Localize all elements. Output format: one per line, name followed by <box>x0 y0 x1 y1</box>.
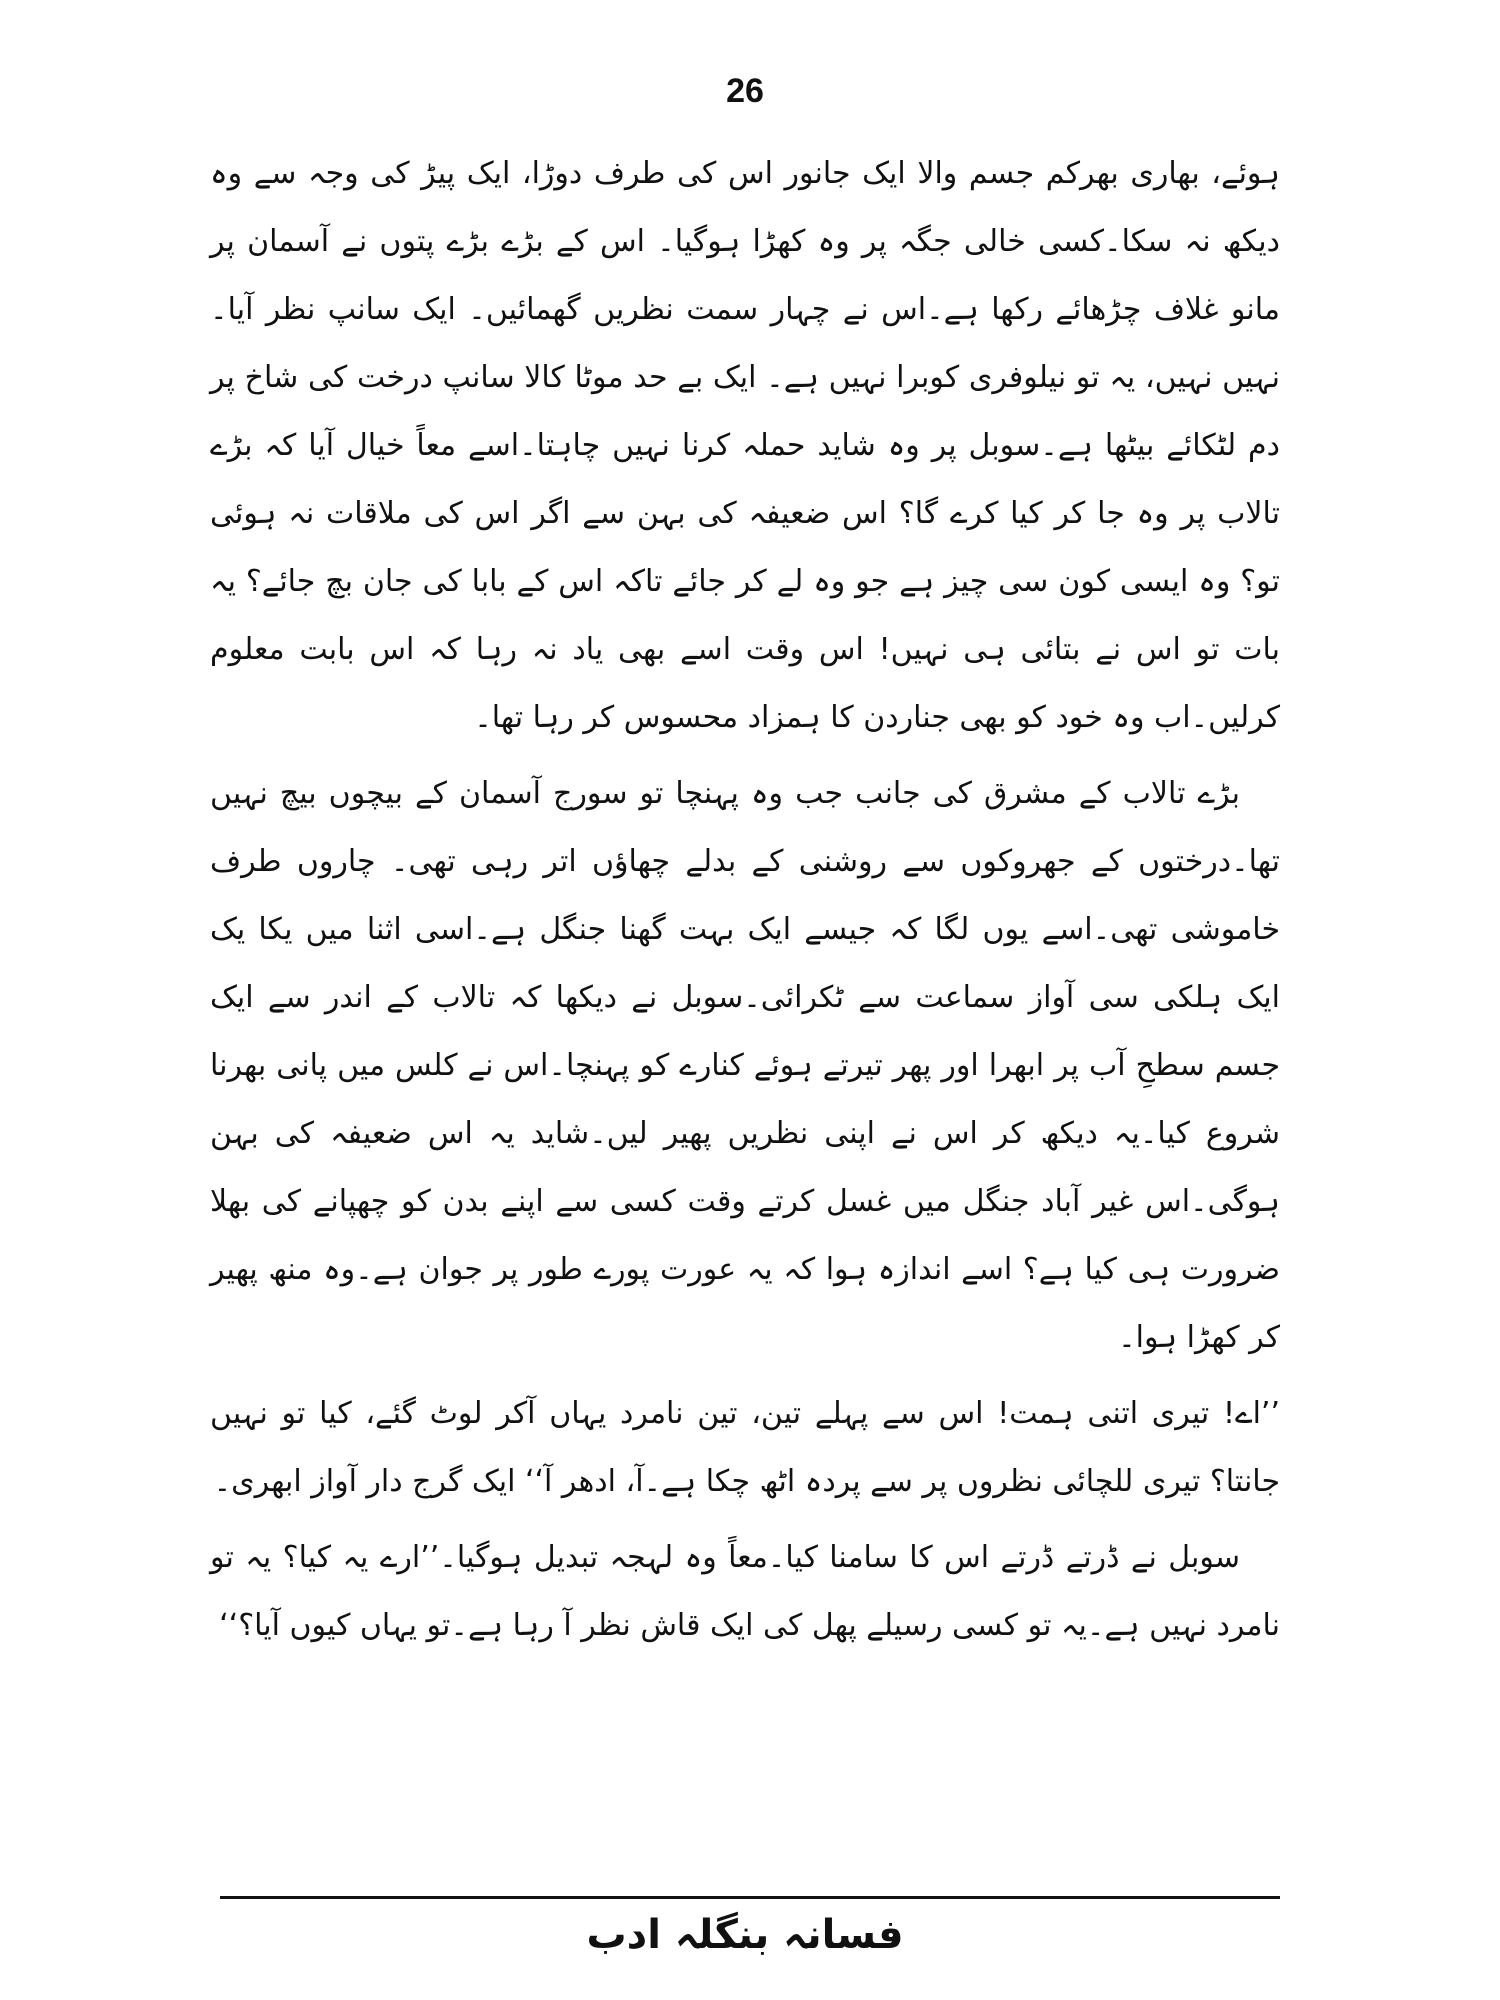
paragraph-3: ’’اے! تیری اتنی ہمت! اس سے پہلے تین، تین نامرد یہاں آکر لوٹ گئے، کیا تو نہیں جانتا؟ تیری للچائی نظروں پر سے پردہ اٹھ چکا ہے۔آ، ادھر آ‘‘ ایک گرج دار آواز ابھری۔ <box>210 1396 1280 1499</box>
paragraph-2: بڑے تالاب کے مشرق کی جانب جب وہ پہنچا تو سورج آسمان کے بیچوں بیچ نہیں تھا۔درختوں کے جھروکوں سے روشنی کے بدلے چھاؤں اتر رہی تھی۔ چاروں طرف خاموشی تھی۔اسے یوں لگا کہ جیسے ایک بہت گھنا جنگل ہے۔اسی اثنا میں یکا یک ایک ہلکی سی آواز سماعت سے ٹکرائی۔سوبل نے دیکھا کہ تالاب کے اندر سے ایک جسم سطحِ آب پر ابھرا اور پھر تیرتے ہوئے کنارے کو پہنچا۔اس نے کلس میں پانی بھرنا شروع کیا۔یہ دیکھ کر اس نے اپنی نظریں پھیر لیں۔شاید یہ اس ضعیفہ کی بہن ہوگی۔اس غیر آباد جنگل میں غسل کرتے وقت کسی سے اپنے بدن کو چھپانے کی بھلا ضرورت ہی کیا ہے؟ اسے اندازہ ہوا کہ یہ عورت پورے طور پر جوان ہے۔وہ منھ پھیر کر کھڑا ہوا۔ <box>210 776 1280 1355</box>
paragraph-4: سوبل نے ڈرتے ڈرتے اس کا سامنا کیا۔معاً وہ لہجہ تبدیل ہوگیا۔’’ارے یہ کیا؟ یہ تو نامرد نہیں ہے۔یہ تو کسی رسیلے پھل کی ایک قاش نظر آ رہا ہے۔تو یہاں کیوں آیا؟‘‘ <box>210 1540 1280 1643</box>
footer-title: فسانہ بنگلہ ادب <box>586 1912 904 1958</box>
paragraph-1: ہوئے، بھاری بھرکم جسم والا ایک جانور اس کی طرف دوڑا، ایک پیڑ کی وجہ سے وہ دیکھ نہ سکا۔کسی خالی جگہ پر وہ کھڑا ہوگیا۔ اس کے بڑے بڑے پتوں نے آسمان پر مانو غلاف چڑھائے رکھا ہے۔اس نے چہار سمت نظریں گھمائیں۔ ایک سانپ نظر آیا۔نہیں نہیں، یہ تو نیلوفری کوبرا نہیں ہے۔ ایک بے حد موٹا کالا سانپ درخت کی شاخ پر دم لٹکائے بیٹھا ہے۔سوبل پر وہ شاید حملہ کرنا نہیں چاہتا۔اسے معاً خیال آیا کہ بڑے تالاب پر وہ جا کر کیا کرے گا؟ اس ضعیفہ کی بہن سے اگر اس کی ملاقات نہ ہوئی تو؟ وہ ایسی کون سی چیز ہے جو وہ لے کر جائے تاکہ اس کے بابا کی جان بچ جائے؟ یہ بات تو اس نے بتائی ہی نہیں! اس وقت اسے بھی یاد نہ رہا کہ اس بابت معلوم کرلیں۔اب وہ خود کو بھی جناردن کا ہمزاد محسوس کر رہا تھا۔ <box>210 156 1280 735</box>
footer-divider <box>220 1896 1280 1899</box>
page-body <box>210 140 1280 1668</box>
book-page <box>210 0 1280 2000</box>
page-number: 26 <box>726 72 764 110</box>
